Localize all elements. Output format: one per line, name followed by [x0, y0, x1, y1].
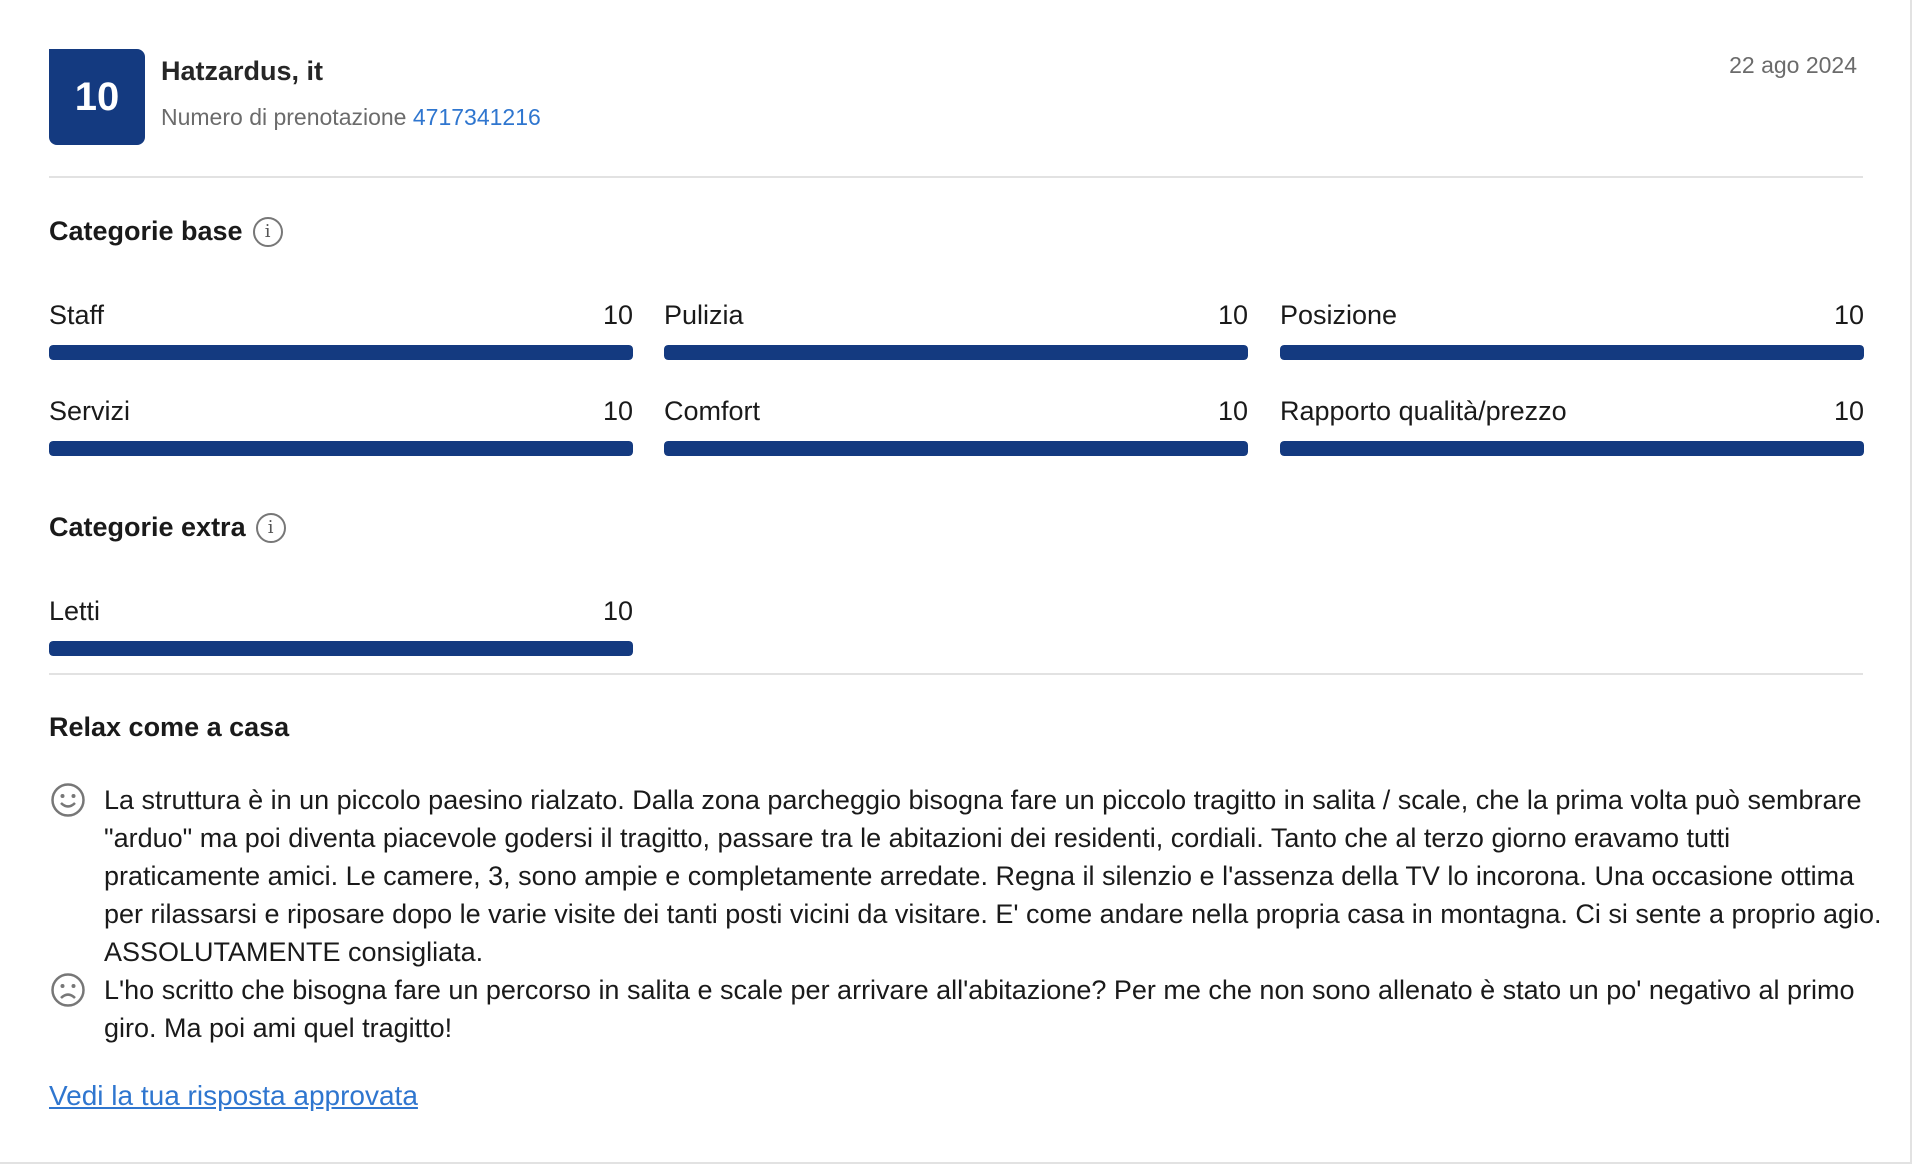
category-servizi [49, 396, 633, 456]
category-score: 10 [602, 396, 633, 426]
score-bar [664, 345, 1248, 360]
category-row [49, 300, 633, 331]
score-badge: 10 [49, 49, 145, 145]
comment-title: Relax come a casa [49, 712, 290, 742]
category-score: 10 [1217, 396, 1248, 426]
approved-response-link[interactable]: Vedi la tua risposta approvata [49, 1080, 418, 1111]
score-bar-fill [664, 345, 1248, 360]
base-categories-title: Categorie base [49, 216, 243, 246]
positive-comment: La struttura è in un piccolo paesino rialzato. Dalla zona parcheggio bisogna fare un piccolo tragitto in salita / scale, che la prima volta può sembrare "arduo" ma poi diventa piacevole godersi il tragitto, passare tra le abitazioni dei residenti, cordiali. Tanto che al terzo giorno eravamo tutti praticamente amici. Le camere, 3, sono ampie e completamente arredate. Regna il silenzio e l'assenza della TV lo incorona. Una occasione ottima per rilassarsi e riposare dopo le varie visite dei tanti posti vicini da visitare. E' come andare nella propria casa in montagna. Ci si sente a proprio agio. ASSOLUTAMENTE consigliata. [104, 785, 1882, 967]
category-pulizia [664, 300, 1248, 360]
review-date: 22 ago 2024 [1729, 52, 1857, 78]
category-comfort [664, 396, 1248, 456]
frown-icon [50, 972, 86, 1008]
extra-categories-title: Categorie extra [49, 512, 246, 542]
category-row [49, 596, 633, 627]
base-categories-heading [49, 216, 283, 247]
score-bar-fill [1280, 441, 1864, 456]
info-icon[interactable]: i [253, 217, 283, 247]
category-score: 10 [1833, 396, 1864, 426]
score-bar-fill [1280, 345, 1864, 360]
score-bar [1280, 345, 1864, 360]
category-score: 10 [1217, 300, 1248, 330]
category-label: Rapporto qualità/prezzo [1280, 396, 1567, 426]
reviewer-name: Hatzardus, it [161, 56, 324, 86]
score-bar-fill [49, 441, 633, 456]
score-bar-fill [49, 345, 633, 360]
category-row [664, 396, 1248, 427]
extra-categories-heading [49, 512, 286, 543]
score-bar-fill [49, 641, 633, 656]
category-score: 10 [602, 300, 633, 330]
category-label: Staff [49, 300, 105, 330]
category-row [49, 396, 633, 427]
score-bar [1280, 441, 1864, 456]
category-row [1280, 396, 1864, 427]
divider [49, 176, 1863, 178]
smile-icon [50, 782, 86, 818]
category-label: Pulizia [664, 300, 744, 330]
score-bar [49, 641, 633, 656]
category-row [664, 300, 1248, 331]
negative-comment: L'ho scritto che bisogna fare un percorso in salita e scale per arrivare all'abitazione? Per me che non sono allenato è stato un po' negativo al primo giro. Ma poi ami quel tragitto! [104, 975, 1855, 1043]
score-bar-fill [664, 441, 1248, 456]
category-row [1280, 300, 1864, 331]
category-staff [49, 300, 633, 360]
booking-label: Numero di prenotazione [161, 104, 407, 130]
category-label: Comfort [664, 396, 761, 426]
score-bar [49, 441, 633, 456]
score-bar [49, 345, 633, 360]
category-label: Servizi [49, 396, 131, 426]
score-bar [664, 441, 1248, 456]
category-score: 10 [602, 596, 633, 626]
category-label: Posizione [1280, 300, 1398, 330]
divider [49, 673, 1863, 675]
category-posizione [1280, 300, 1864, 360]
booking-number-link[interactable]: 4717341216 [412, 104, 541, 130]
category-rapporto-qualit-prezzo [1280, 396, 1864, 456]
booking-info [161, 104, 541, 131]
info-icon[interactable]: i [256, 513, 286, 543]
category-score: 10 [1833, 300, 1864, 330]
category-letti [49, 596, 633, 656]
category-label: Letti [49, 596, 101, 626]
